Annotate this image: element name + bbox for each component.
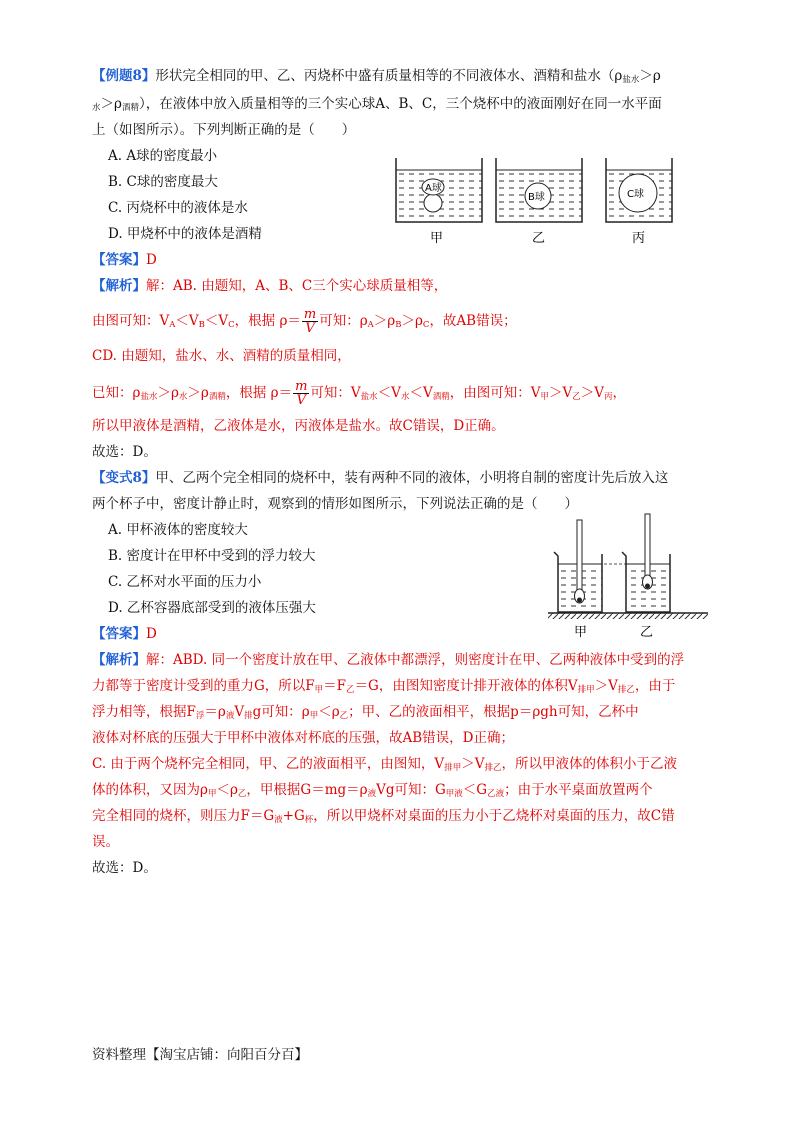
variant8-analysis-line2: 力都等于密度计受到的重力G，所以$F_甲=F_乙=G$，由图知密度计排开液体的体积$V_{排甲}>V_{排乙}$，由于 (92, 678, 676, 695)
example8-option-c: C. 丙烧杯中的液体是水 (108, 200, 248, 216)
label-jia: 甲 (430, 231, 444, 246)
variant8-option-d: D. 乙杯容器底部受到的液体压强大 (108, 600, 316, 616)
example8-option-d: D. 甲烧杯中的液体是酒精 (108, 226, 262, 242)
ball-b-label: B球 (528, 192, 545, 203)
example8-analysis-line5: 所以甲液体是酒精，乙液体是水，丙液体是盐水。故C错误，D正确。 (92, 418, 505, 434)
variant8-analysis-line4: 液体对杯底的压强大于甲杯中液体对杯底的压强，故AB错误，D正确； (92, 730, 514, 746)
variant8-analysis-line7: 完全相同的烧杯，则压力$F=G_液+G_杯$，所以甲烧杯对桌面的压力小于乙烧杯对桌面的压力，故C错 (92, 808, 675, 825)
label-yi-2: 乙 (640, 625, 654, 640)
ball-c-label: C球 (627, 189, 644, 200)
variant8-answer: 【答案】D (92, 626, 157, 642)
example8-tag: 【例题8】 (92, 68, 156, 84)
variant8-option-c: C. 乙杯对水平面的压力小 (108, 574, 262, 590)
example8-option-a: A. A球的密度最小 (108, 148, 218, 164)
variant8-analysis-line6: 体的体积，又因为$\rho_甲<\rho_乙$，甲根据$G=mg=\rho_液Vg$可知：$G_{甲液}<G_{乙液}$；由于水平桌面放置两个 (92, 782, 653, 799)
page-footer: 资料整理【淘宝店铺：向阳百分百】 (92, 1047, 308, 1063)
variant8-tag: 【变式8】 (92, 470, 156, 486)
beaker-jia-2 (554, 520, 602, 612)
example8-analysis-line1: 【解析】解：AB. 由题知，A、B、C三个实心球质量相等， (92, 278, 448, 294)
example8-answer: 【答案】D (92, 252, 157, 268)
beaker-jia (396, 158, 482, 222)
label-yi: 乙 (532, 231, 546, 246)
ball-a-label: A球 (425, 183, 442, 194)
example8-beaker-labels (388, 226, 678, 250)
variant8-analysis-line8: 误。 (92, 834, 119, 850)
example8-option-b: B. C球的密度最大 (108, 174, 218, 190)
label-bing: 丙 (632, 231, 646, 246)
example8-analysis-line4: 已知：$\rho_{盐水}>\rho_水>\rho_{酒精}$，根据 ρ＝ $\frac{m}{V}$ 可知：$V_{盐水}<V_水<V_{酒精}$，由图可知：$V_甲>V_乙>V_丙$， (92, 379, 627, 408)
variant8-option-a: A. 甲杯液体的密度较大 (108, 522, 248, 538)
density-fraction-2: $\frac{m}{V}$ (295, 379, 308, 408)
example8-stem-line1: 【例题8】形状完全相同的甲、乙、丙烧杯中盛有质量相等的不同液体水、酒精和盐水（$\rho_{盐水}>\rho$ (92, 68, 661, 85)
beaker-yi-2 (622, 514, 670, 612)
example8-analysis-line2: 由图可知：$V_A<V_B<V_C$，根据 ρ＝ $\frac{m}{V}$ 可知：$\rho_A>\rho_B>\rho_C$，故AB错误； (92, 307, 517, 336)
example8-choice: 故选：D。 (92, 444, 157, 460)
variant8-stem-line1: 【变式8】甲、乙两个完全相同的烧杯中，装有两种不同的液体，小明将自制的密度计先后放入这 (92, 470, 669, 486)
example8-stem-line2: $_水>\rho_{酒精}$），在液体中放入质量相等的三个实心球A、B、C，三个烧杯中的液面刚好在同一水平面 (92, 96, 662, 113)
variant8-choice: 故选：D。 (92, 860, 157, 876)
variant8-stem-line2: 两个杯子中，密度计静止时，观察到的情形如图所示，下列说法正确的是（ ） (92, 496, 578, 512)
density-fraction: $\frac{m}{V}$ (303, 307, 317, 336)
variant8-analysis-line1: 【解析】解：ABD. 同一个密度计放在甲、乙液体中都漂浮，则密度计在甲、乙两种液体中受到的浮 (92, 652, 685, 668)
beaker-bing (606, 158, 672, 222)
variant8-option-b: B. 密度计在甲杯中受到的浮力较大 (108, 548, 316, 564)
label-jia-2: 甲 (574, 625, 588, 640)
variant8-hydrometer-figure (540, 512, 720, 642)
variant8-analysis-line3: 浮力相等，根据$F_浮=\rho_液V_排g$可知：$\rho_甲<\rho_乙$；甲、乙的液面相平，根据p＝ρgh可知，乙杯中 (92, 704, 639, 721)
example8-stem-line3: 上（如图所示）。下列判断正确的是（ ） (92, 122, 356, 138)
variant8-analysis-line5: C. 由于两个烧杯完全相同，甲、乙的液面相平，由图知，$V_{排甲}>V_{排乙}$，所以甲液体的体积小于乙液 (92, 756, 677, 773)
beaker-yi (496, 158, 582, 222)
example8-analysis-line3: CD. 由题知，盐水、水、酒精的质量相同， (92, 348, 351, 364)
